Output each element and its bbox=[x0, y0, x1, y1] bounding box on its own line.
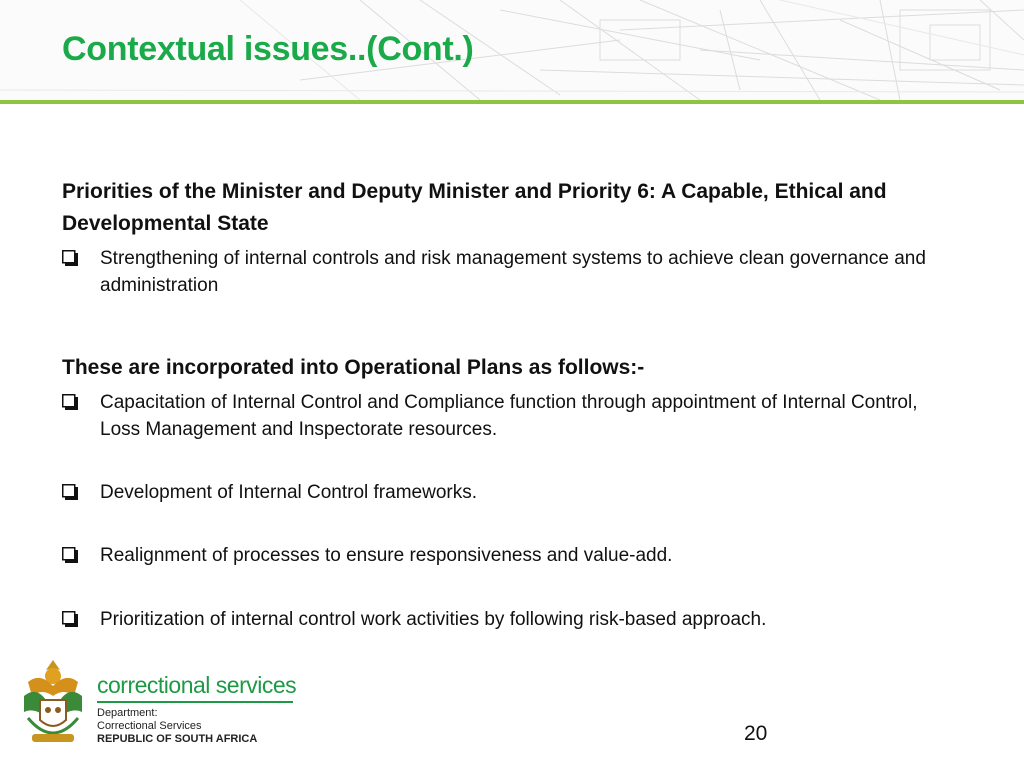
checkbox-square-icon bbox=[62, 250, 79, 267]
logo-wordmark: correctional services bbox=[97, 672, 297, 698]
bullet-item bbox=[62, 245, 962, 299]
bullet-text: Development of Internal Control frameworks. bbox=[100, 482, 477, 503]
bullet-item bbox=[62, 606, 962, 633]
checkbox-square-icon bbox=[62, 547, 79, 564]
section-heading-priorities: Priorities of the Minister and Deputy Minister and Priority 6: A Capable, Ethical and Developmental State bbox=[62, 180, 887, 235]
department-logo bbox=[20, 656, 310, 756]
logo-divider bbox=[97, 701, 293, 703]
checkbox-square-icon bbox=[62, 484, 79, 501]
bullet-item bbox=[62, 389, 962, 443]
checkbox-square-icon bbox=[62, 611, 79, 628]
checkbox-square-icon bbox=[62, 394, 79, 411]
slide-title: Contextual issues..(Cont.) bbox=[62, 30, 474, 68]
bullet-item bbox=[62, 542, 962, 569]
logo-line-correctional: Correctional Services bbox=[97, 720, 202, 732]
bullet-text: Realignment of processes to ensure responsiveness and value-add. bbox=[100, 545, 673, 566]
bullet-item bbox=[62, 479, 962, 506]
title-divider bbox=[0, 100, 1024, 104]
logo-line-department: Department: bbox=[97, 707, 158, 719]
bullet-text: Prioritization of internal control work activities by following risk-based approach. bbox=[100, 609, 767, 630]
bullet-text: Strengthening of internal controls and risk management systems to achieve clean governance and administration bbox=[100, 248, 926, 296]
logo-line-republic: REPUBLIC OF SOUTH AFRICA bbox=[97, 733, 258, 745]
page-number: 20 bbox=[744, 722, 768, 745]
coat-of-arms-icon bbox=[20, 656, 86, 748]
bullet-text: Capacitation of Internal Control and Compliance function through appointment of Internal Control, Loss Management and Inspectorate resources. bbox=[100, 392, 918, 440]
section-heading-operational-plans: These are incorporated into Operational Plans as follows:- bbox=[62, 356, 645, 379]
